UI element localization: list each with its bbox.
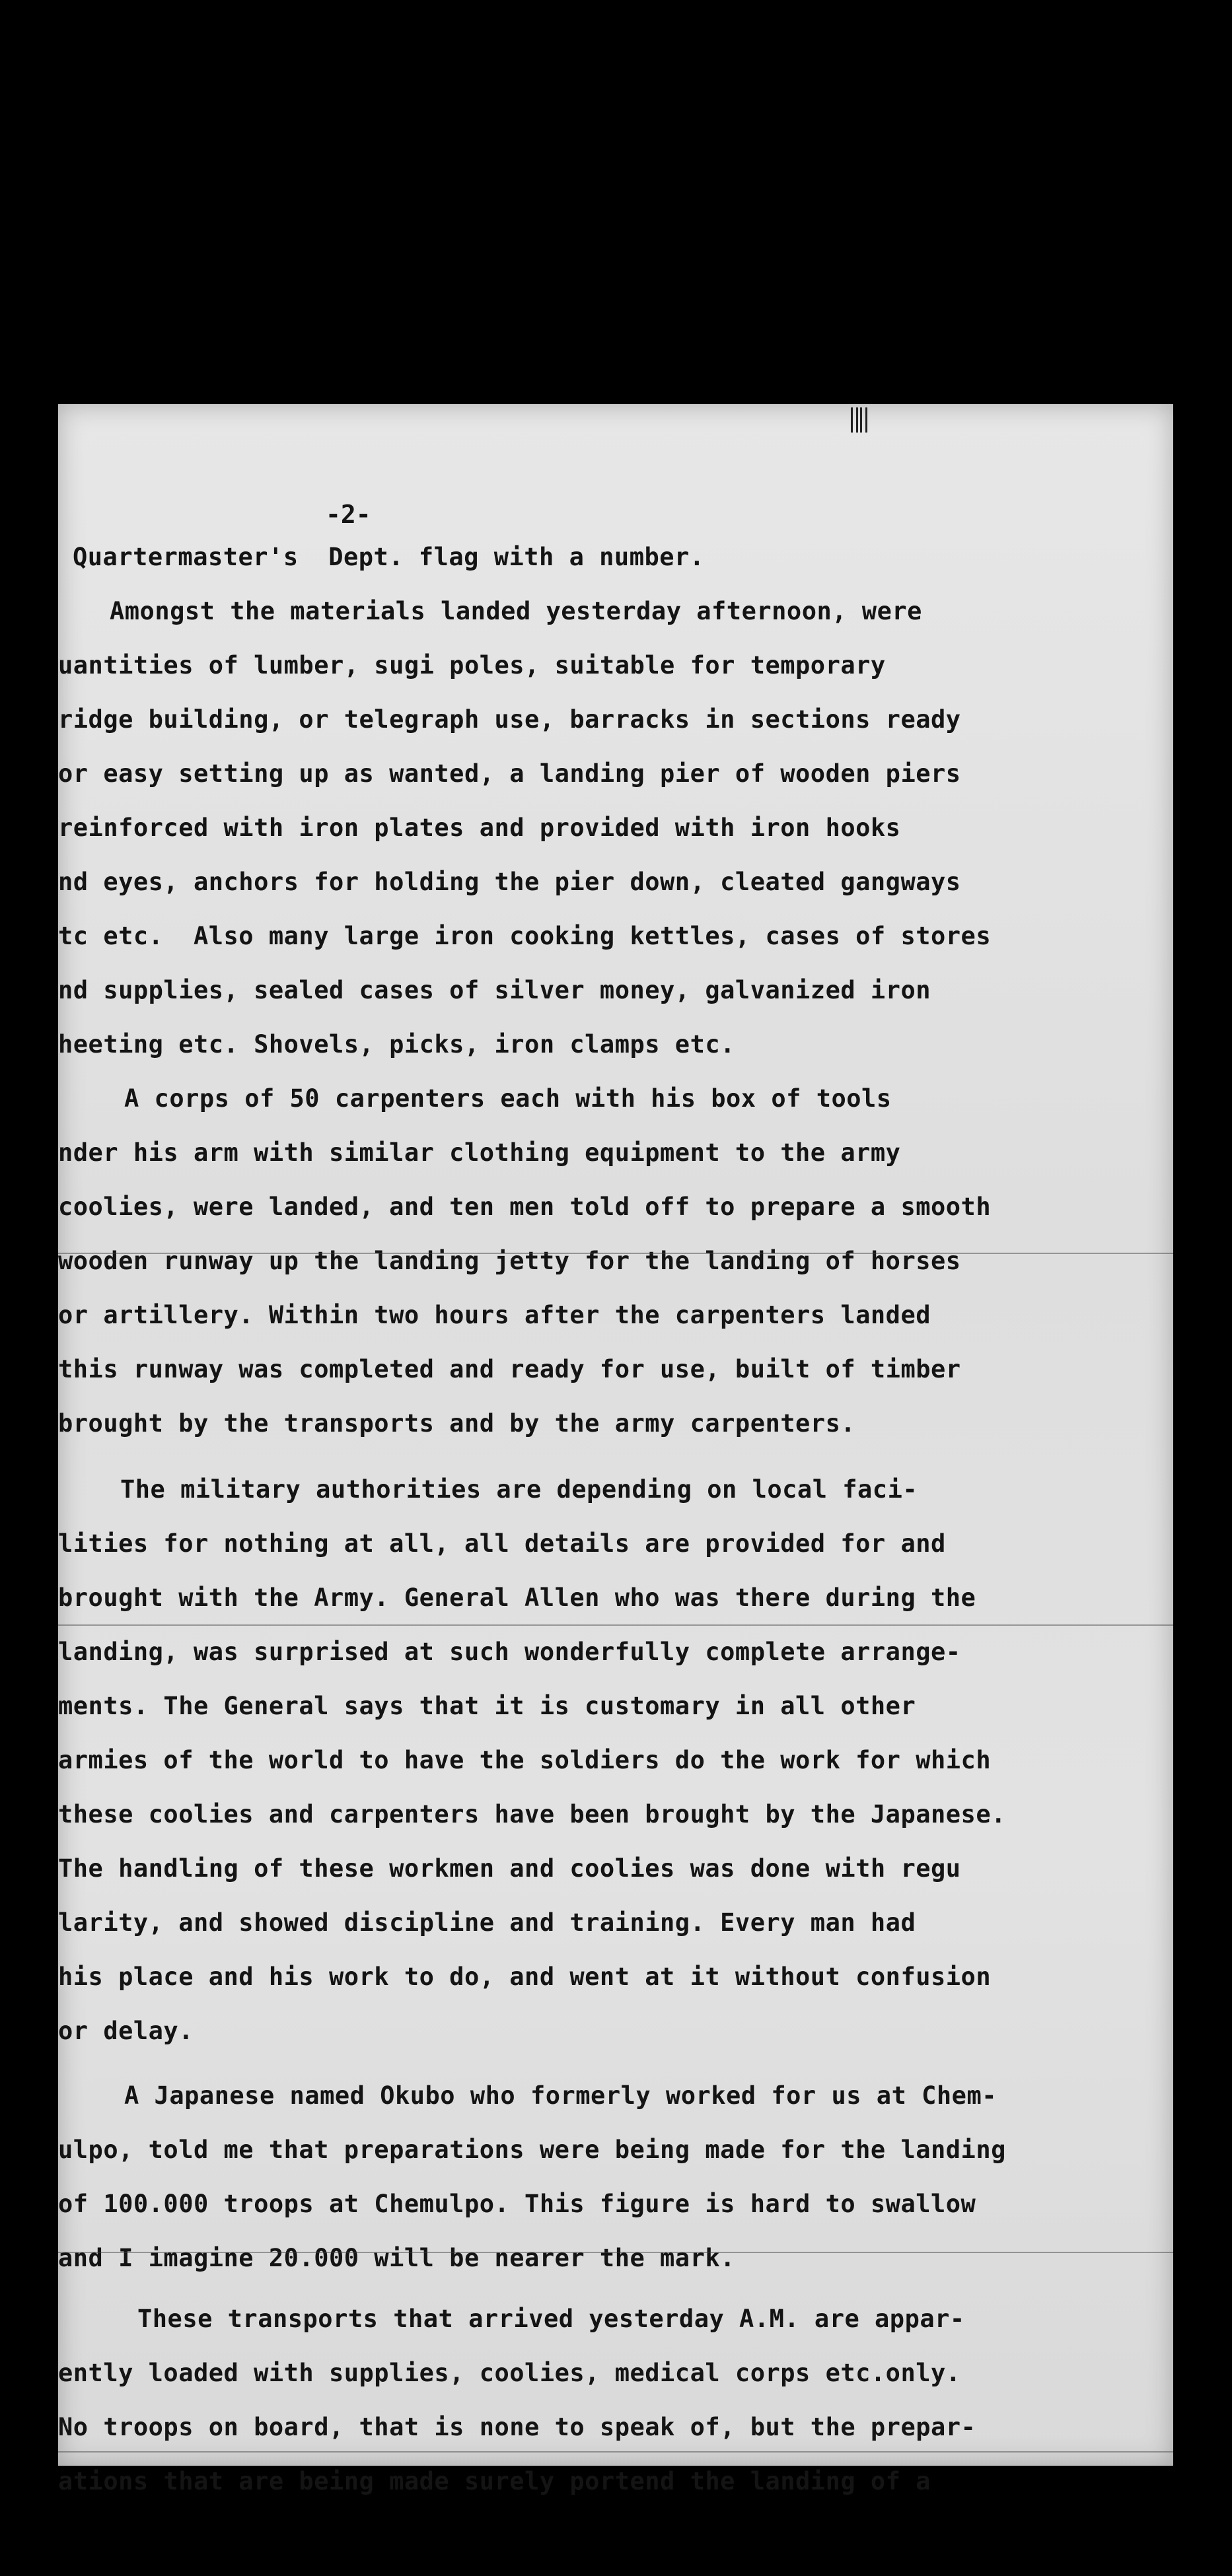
text-line: heeting etc. Shovels, picks, iron clamps etc. xyxy=(58,1030,735,1059)
text-line: No troops on board, that is none to speak of, but the prepar- xyxy=(58,2413,976,2441)
text-line: his place and his work to do, and went at it without confusion xyxy=(58,1963,992,1991)
text-line: brought by the transports and by the army carpenters. xyxy=(58,1409,856,1438)
text-line: or easy setting up as wanted, a landing pier of wooden piers xyxy=(58,759,961,788)
text-line: armies of the world to have the soldiers do the work for which xyxy=(58,1746,992,1774)
page-number: -2- xyxy=(326,500,371,529)
text-line: this runway was completed and ready for use, built of timber xyxy=(58,1355,961,1383)
text-line: reinforced with iron plates and provided with iron hooks xyxy=(58,814,901,842)
text-line: ridge building, or telegraph use, barracks in sections ready xyxy=(58,705,961,734)
ruled-line xyxy=(58,1253,1173,1254)
text-line: ulpo, told me that preparations were being made for the landing xyxy=(58,2136,1006,2164)
text-line: Quartermaster's Dept. flag with a number. xyxy=(73,543,705,571)
text-line: ments. The General says that it is customary in all other xyxy=(58,1692,916,1720)
text-line: these coolies and carpenters have been brought by the Japanese. xyxy=(58,1800,1006,1828)
text-line: brought with the Army. General Allen who was there during the xyxy=(58,1584,976,1612)
ruled-line xyxy=(58,1624,1173,1626)
ruled-line xyxy=(58,2451,1173,2453)
text-line: and I imagine 20.000 will be nearer the mark. xyxy=(58,2244,735,2272)
text-line: These transports that arrived yesterday A.M. are appar- xyxy=(137,2305,965,2333)
document-page xyxy=(58,404,1173,2495)
text-line: or artillery. Within two hours after the carpenters landed xyxy=(58,1301,931,1329)
text-line: ently loaded with supplies, coolies, medical corps etc.only. xyxy=(58,2359,961,2387)
text-line: wooden runway up the landing jetty for the landing of horses xyxy=(58,1247,961,1275)
text-line: A Japanese named Okubo who formerly worked for us at Chem- xyxy=(124,2081,997,2110)
text-line: A corps of 50 carpenters each with his box of tools xyxy=(124,1084,892,1113)
text-line: larity, and showed discipline and training. Every man had xyxy=(58,1908,916,1937)
text-line: nd supplies, sealed cases of silver money, galvanized iron xyxy=(58,976,931,1004)
text-line: nder his arm with similar clothing equipment to the army xyxy=(58,1138,901,1167)
text-line: The military authorities are depending on local faci- xyxy=(120,1475,918,1504)
film-scratch-marks xyxy=(851,407,877,434)
text-line: or delay. xyxy=(58,2017,194,2045)
text-line: lities for nothing at all, all details are provided for and xyxy=(58,1529,946,1558)
text-line: nd eyes, anchors for holding the pier down, cleated gangways xyxy=(58,868,961,896)
ruled-line xyxy=(58,2252,1173,2253)
text-line: uantities of lumber, sugi poles, suitable for temporary xyxy=(58,651,886,679)
text-line: of 100.000 troops at Chemulpo. This figure is hard to swallow xyxy=(58,2190,976,2218)
text-line: tc etc. Also many large iron cooking kettles, cases of stores xyxy=(58,922,992,950)
text-line: landing, was surprised at such wonderfully complete arrange- xyxy=(58,1638,961,1666)
text-line: coolies, were landed, and ten men told off to prepare a smooth xyxy=(58,1193,992,1221)
text-line: The handling of these workmen and coolies was done with regu xyxy=(58,1854,961,1883)
text-line: ations that are being made surely portend the landing of a xyxy=(58,2467,931,2495)
text-line: Amongst the materials landed yesterday afternoon, were xyxy=(110,597,922,625)
